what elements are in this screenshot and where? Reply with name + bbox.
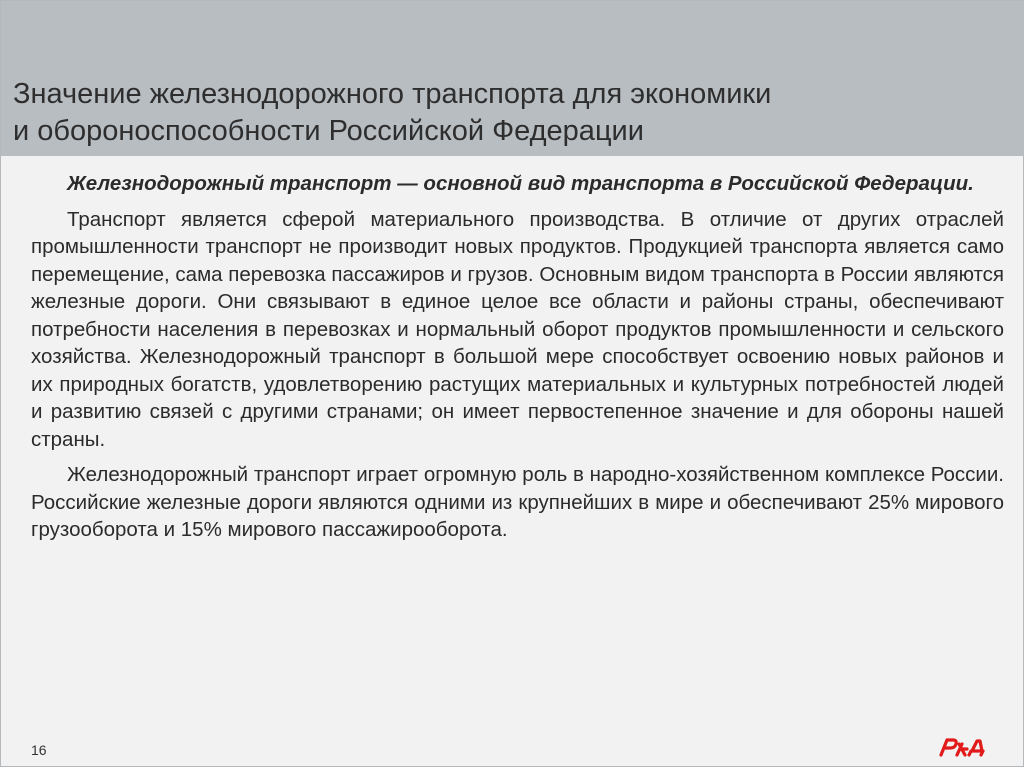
slide-title-line-1: Значение железнодорожного транспорта для экономики (13, 78, 772, 110)
rzd-logo-icon (937, 736, 989, 758)
body-paragraph-2: Железнодорожный транспорт играет огромную роль в народно-хозяйственном комплексе России. Российские железные дороги являются одними из крупнейших в мире и обеспечивают 25% мирового грузооборота и 15% мирового пассажирооборота. (31, 463, 1004, 541)
lead-paragraph: Железнодорожный транспорт — основной вид транспорта в Российской Федерации. (67, 172, 974, 195)
body-paragraph-1: Транспорт является сферой материального производства. В отличие от других отраслей промышленности транспорт не производит новых продуктов. Продукцией транспорта является само перемещение, сама перевозка пассажиров и грузов. Основным видом транспорта в России являются железные дороги. Они связывают в единое целое все области и районы страны, обеспечивают потребности населения в перевозках и нормальный оборот продуктов промышленности и сельского хозяйства. Железнодорожный транспорт в большой мере способствует освоению новых районов и их природных богатств, удовлетворению растущих материальных и культурных потребностей людей и развитию связей с другими странами; он имеет первостепенное значение и для обороны нашей страны. (31, 207, 1004, 451)
page-number: 16 (31, 742, 47, 758)
slide-title (13, 76, 1003, 150)
slide-title-line-2: и обороноспособности Российской Федерации (13, 115, 644, 147)
slide-body (31, 170, 1004, 552)
